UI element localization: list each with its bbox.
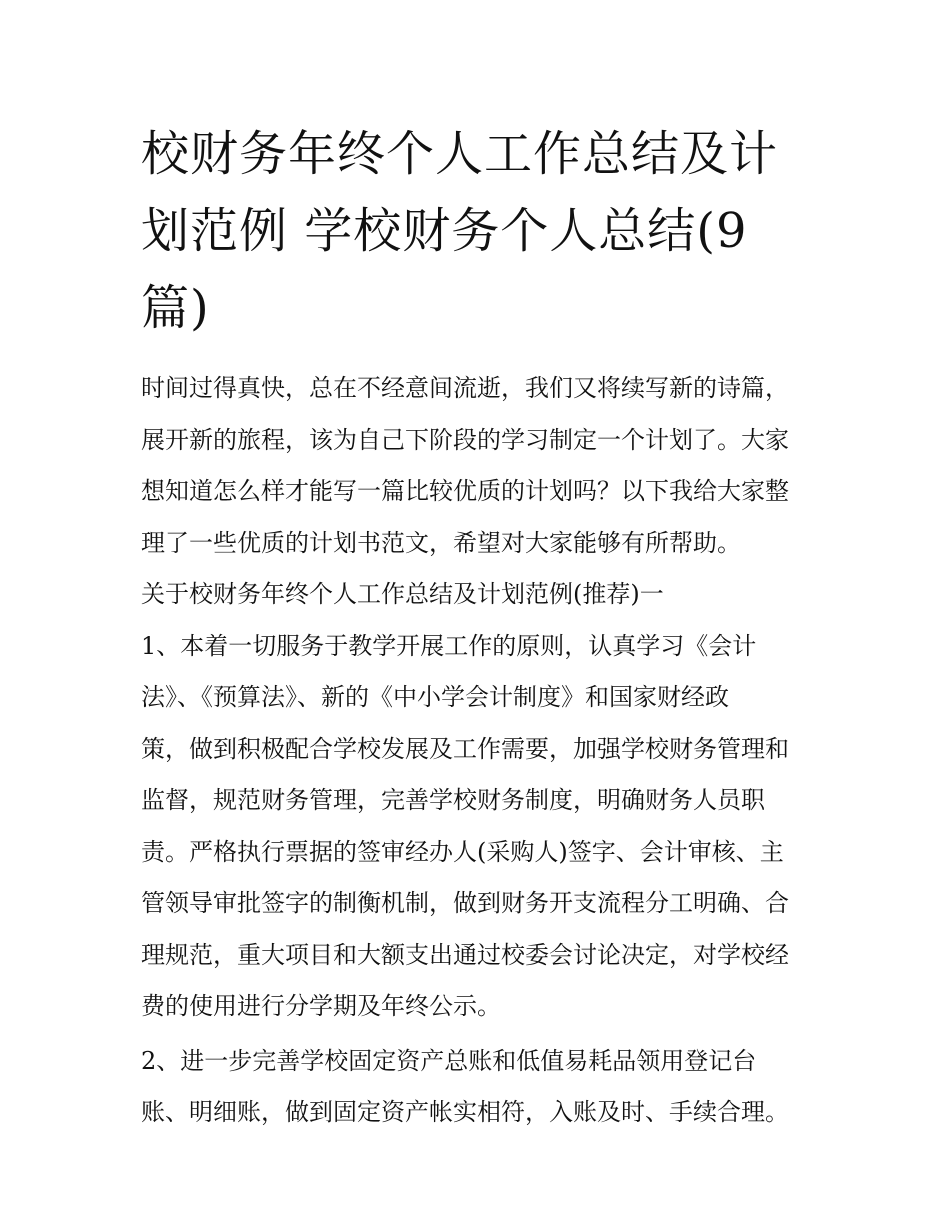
intro-paragraph — [141, 363, 817, 569]
text-line: 理了一些优质的计划书范文，希望对大家能够有所帮助。 — [141, 528, 741, 557]
title-line: 划范例 学校财务个人总结(9 — [141, 203, 748, 259]
document-title — [141, 116, 817, 347]
text-line: 监督，规范财务管理，完善学校财务制度，明确财务人员职 — [141, 786, 765, 814]
text-line: 时间过得真快，总在不经意间流逝，我们又将续写新的诗篇， — [141, 374, 789, 402]
title-line: 篇) — [141, 280, 210, 336]
text-line: 1、本着一切服务于教学开展工作的原则，认真学习《会计 — [141, 631, 757, 660]
text-line: 费的使用进行分学期及年终公示。 — [141, 992, 501, 1020]
text-line: 2、进一步完善学校固定资产总账和低值易耗品领用登记台 — [141, 1046, 757, 1075]
text-line: 责。严格执行票据的签审经办人(采购人)签字、会计审核、主 — [141, 837, 784, 866]
title-line: 校财务年终个人工作总结及计 — [141, 126, 779, 182]
text-line: 想知道怎么样才能写一篇比较优质的计划吗？以下我给大家整 — [141, 477, 789, 505]
text-line: 策，做到积极配合学校发展及工作需要，加强学校财务管理和 — [141, 734, 789, 763]
text-line: 法》、《预算法》、新的《中小学会计制度》和国家财经政 — [141, 683, 729, 711]
text-line: 理规范，重大项目和大额支出通过校委会讨论决定，对学校经 — [141, 940, 789, 969]
document-content — [141, 116, 817, 1139]
list-item-2 — [141, 1036, 817, 1139]
document-body — [141, 363, 817, 1139]
text-line: 管领导审批签字的制衡机制，做到财务开支流程分工明确、合 — [141, 889, 789, 917]
text-line: 账、明细账，做到固定资产帐实相符，入账及时、手续合理。 — [141, 1098, 789, 1126]
section-heading-text: 关于校财务年终个人工作总结及计划范例(推荐)一 — [141, 580, 664, 608]
list-item-1 — [141, 621, 817, 1033]
section-heading — [141, 569, 817, 621]
text-line: 展开新的旅程，该为自己下阶段的学习制定一个计划了。大家 — [141, 425, 789, 454]
